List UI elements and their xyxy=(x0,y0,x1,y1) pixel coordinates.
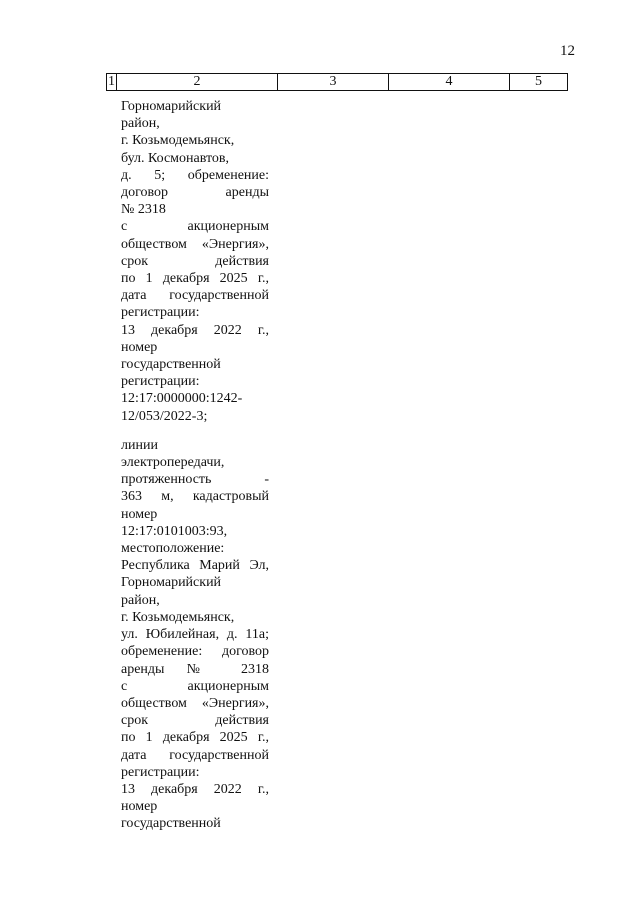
text-line: 12/053/2022-3; xyxy=(121,408,208,424)
column-header-table xyxy=(106,73,568,91)
text-line: с акционерным xyxy=(121,678,269,694)
text-line: г. Козьмодемьянск, xyxy=(121,609,235,625)
text-line: местоположение: xyxy=(121,541,225,557)
text-line: 13 декабря 2022 г., xyxy=(121,322,269,338)
text-line: электропередачи, xyxy=(121,455,225,471)
text-paragraph xyxy=(121,98,269,425)
text-line: Республика Марий Эл, xyxy=(121,558,269,574)
text-line: Горномарийский xyxy=(121,575,222,591)
text-line: срок действия xyxy=(121,253,269,269)
column-header-4: 4 xyxy=(389,74,510,91)
column-header-2: 2 xyxy=(117,74,278,91)
text-line: № 2318 xyxy=(121,202,166,218)
text-line: бул. Космонавтов, xyxy=(121,150,230,166)
text-line: д. 5; обременение: xyxy=(121,167,269,183)
column-header-5: 5 xyxy=(510,74,568,91)
column-header-3: 3 xyxy=(278,74,389,91)
text-line: государственной xyxy=(121,816,221,832)
text-line: обществом «Энергия», xyxy=(121,236,269,252)
text-line: номер xyxy=(121,339,158,355)
text-line: регистрации: xyxy=(121,764,200,780)
text-line: государственной xyxy=(121,357,221,373)
text-line: аренды № 2318 xyxy=(121,661,269,677)
text-line: по 1 декабря 2025 г., xyxy=(121,271,269,287)
text-line: 13 декабря 2022 г., xyxy=(121,781,269,797)
text-line: район, xyxy=(121,592,160,608)
text-line: 12:17:0101003:93, xyxy=(121,523,228,539)
text-line: г. Козьмодемьянск, xyxy=(121,133,235,149)
text-line: 12:17:0000000:1242- xyxy=(121,391,243,407)
page-number: 12 xyxy=(560,43,575,59)
text-line: срок действия xyxy=(121,713,269,729)
column-header-row xyxy=(107,74,568,91)
text-line: по 1 декабря 2025 г., xyxy=(121,730,269,746)
text-line: с акционерным xyxy=(121,219,269,235)
text-line: обременение: договор xyxy=(121,644,269,660)
column-2-cell-text xyxy=(121,98,269,833)
text-paragraph xyxy=(121,437,269,833)
text-line: 363 м, кадастровый xyxy=(121,489,269,505)
text-line: протяженность - xyxy=(121,472,269,488)
column-header-1: 1 xyxy=(108,74,115,89)
text-line: район, xyxy=(121,116,160,132)
text-line: ул. Юбилейная, д. 11а; xyxy=(121,627,269,643)
text-line: договор аренды xyxy=(121,185,269,201)
text-line: обществом «Энергия», xyxy=(121,695,269,711)
text-line: дата государственной xyxy=(121,288,269,304)
text-line: Горномарийский xyxy=(121,99,222,114)
text-line: регистрации: xyxy=(121,305,200,321)
text-line: номер xyxy=(121,506,158,522)
text-line: линии xyxy=(121,437,158,453)
text-line: дата государственной xyxy=(121,747,269,763)
text-line: номер xyxy=(121,799,158,815)
text-line: регистрации: xyxy=(121,374,200,390)
